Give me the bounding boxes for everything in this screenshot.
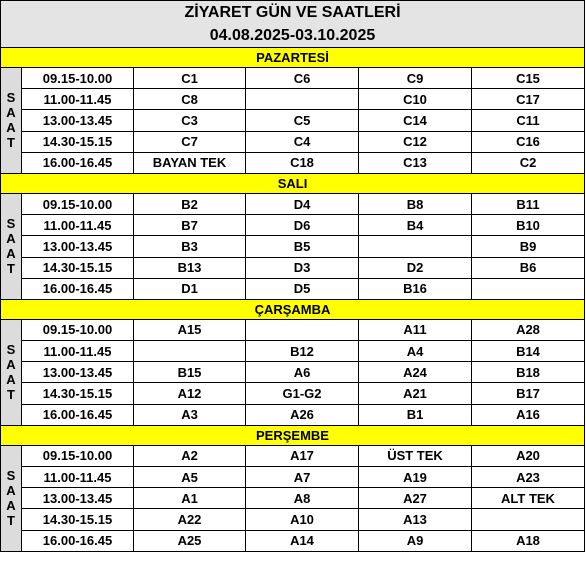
ward-cell-col-1: C7	[134, 131, 246, 152]
time-slot: 11.00-11.45	[22, 89, 134, 110]
saat-letter: A	[6, 246, 16, 262]
ward-cell-col-1: A2	[134, 445, 246, 466]
time-slot: 13.00-13.45	[22, 110, 134, 131]
saat-letter: A	[6, 372, 16, 388]
ward-cell-col-2: A10	[246, 509, 359, 530]
time-slot-row	[1, 110, 585, 131]
ward-cell-col-2: A7	[246, 467, 359, 488]
ward-cell-col-3: C10	[359, 89, 472, 110]
ward-cell-col-3: D2	[359, 257, 472, 278]
ward-cell-col-3: B4	[359, 215, 472, 236]
time-slot-row	[1, 215, 585, 236]
ward-cell-col-4: A28	[472, 319, 585, 340]
ward-cell-col-2: C6	[246, 68, 359, 89]
day-header-row	[1, 48, 585, 68]
time-slot: 09.15-10.00	[22, 445, 134, 466]
ward-cell-col-2: C18	[246, 152, 359, 173]
ward-cell-col-2	[246, 89, 359, 110]
ward-cell-col-4: A16	[472, 404, 585, 425]
time-slot-row	[1, 319, 585, 340]
ward-cell-col-4: A18	[472, 530, 585, 551]
time-slot-row	[1, 68, 585, 89]
time-slot: 16.00-16.45	[22, 152, 134, 173]
ward-cell-col-1: B3	[134, 236, 246, 257]
ward-cell-col-3: A21	[359, 383, 472, 404]
ward-cell-col-2: A26	[246, 404, 359, 425]
ward-cell-col-2: A14	[246, 530, 359, 551]
time-slot: 09.15-10.00	[22, 68, 134, 89]
ward-cell-col-1: A22	[134, 509, 246, 530]
time-slot-row	[1, 236, 585, 257]
ward-cell-col-3: A9	[359, 530, 472, 551]
time-slot: 13.00-13.45	[22, 236, 134, 257]
ward-cell-col-2: D6	[246, 215, 359, 236]
time-slot: 09.15-10.00	[22, 193, 134, 214]
schedule-title: ZİYARET GÜN VE SAATLERİ	[1, 1, 585, 25]
ward-cell-col-3: C12	[359, 131, 472, 152]
ward-cell-col-3: A4	[359, 341, 472, 362]
time-slot-row	[1, 278, 585, 299]
ward-cell-col-4: B18	[472, 362, 585, 383]
ward-cell-col-3	[359, 236, 472, 257]
saat-letter: S	[6, 90, 16, 106]
time-slot-row	[1, 89, 585, 110]
time-slot: 11.00-11.45	[22, 341, 134, 362]
ward-cell-col-2: D5	[246, 278, 359, 299]
time-slot-row	[1, 445, 585, 466]
ward-cell-col-2: A8	[246, 488, 359, 509]
ward-cell-col-4: C2	[472, 152, 585, 173]
time-slot: 14.30-15.15	[22, 383, 134, 404]
time-slot-row	[1, 530, 585, 551]
saat-letter: A	[6, 231, 16, 247]
ward-cell-col-1: C8	[134, 89, 246, 110]
ward-cell-col-3: B8	[359, 193, 472, 214]
ward-cell-col-4: A23	[472, 467, 585, 488]
ward-cell-col-1	[134, 341, 246, 362]
saat-letter: S	[6, 216, 16, 232]
time-slot: 14.30-15.15	[22, 509, 134, 530]
ward-cell-col-1: D1	[134, 278, 246, 299]
ward-cell-col-1: A1	[134, 488, 246, 509]
ward-cell-col-2: G1-G2	[246, 383, 359, 404]
date-range-row	[1, 24, 585, 48]
saat-side-label	[1, 319, 22, 425]
ward-cell-col-4	[472, 278, 585, 299]
time-slot: 11.00-11.45	[22, 215, 134, 236]
saat-letter: A	[6, 120, 16, 136]
ward-cell-col-4: B17	[472, 383, 585, 404]
ward-cell-col-2: D3	[246, 257, 359, 278]
ward-cell-col-3: C9	[359, 68, 472, 89]
ward-cell-col-1: A5	[134, 467, 246, 488]
time-slot-row	[1, 488, 585, 509]
saat-letter: T	[7, 261, 15, 277]
ward-cell-col-4: B14	[472, 341, 585, 362]
saat-side-label	[1, 445, 22, 551]
ward-cell-col-4: ALT TEK	[472, 488, 585, 509]
saat-letter: T	[7, 135, 15, 151]
time-slot: 16.00-16.45	[22, 404, 134, 425]
saat-side-label	[1, 193, 22, 299]
ward-cell-col-1: C3	[134, 110, 246, 131]
time-slot: 09.15-10.00	[22, 319, 134, 340]
day-name: SALI	[1, 173, 585, 193]
ward-cell-col-3: B16	[359, 278, 472, 299]
ward-cell-col-4: B11	[472, 193, 585, 214]
ward-cell-col-3: C14	[359, 110, 472, 131]
ward-cell-col-2: A6	[246, 362, 359, 383]
ward-cell-col-1: B13	[134, 257, 246, 278]
ward-cell-col-2: B12	[246, 341, 359, 362]
ward-cell-col-1: A25	[134, 530, 246, 551]
ward-cell-col-2: C5	[246, 110, 359, 131]
ward-cell-col-4: B9	[472, 236, 585, 257]
day-header-row	[1, 299, 585, 319]
ward-cell-col-4: C15	[472, 68, 585, 89]
saat-letter: T	[7, 387, 15, 403]
day-header-row	[1, 173, 585, 193]
time-slot-row	[1, 509, 585, 530]
ward-cell-col-3: A13	[359, 509, 472, 530]
ward-cell-col-2: C4	[246, 131, 359, 152]
time-slot-row	[1, 152, 585, 173]
day-name: PAZARTESİ	[1, 48, 585, 68]
schedule-body	[1, 1, 585, 552]
ward-cell-col-4: B6	[472, 257, 585, 278]
schedule-date-range: 04.08.2025-03.10.2025	[1, 24, 585, 48]
saat-letter: A	[6, 498, 16, 514]
time-slot: 13.00-13.45	[22, 362, 134, 383]
saat-letter: S	[6, 468, 16, 484]
day-name: PERŞEMBE	[1, 425, 585, 445]
ward-cell-col-1: B7	[134, 215, 246, 236]
ward-cell-col-3: ÜST TEK	[359, 445, 472, 466]
time-slot-row	[1, 383, 585, 404]
ward-cell-col-1: A3	[134, 404, 246, 425]
time-slot-row	[1, 193, 585, 214]
ward-cell-col-4: A20	[472, 445, 585, 466]
ward-cell-col-1: BAYAN TEK	[134, 152, 246, 173]
ward-cell-col-2	[246, 319, 359, 340]
time-slot-row	[1, 362, 585, 383]
ward-cell-col-1: C1	[134, 68, 246, 89]
time-slot-row	[1, 467, 585, 488]
saat-letter: A	[6, 483, 16, 499]
time-slot: 13.00-13.45	[22, 488, 134, 509]
time-slot: 11.00-11.45	[22, 467, 134, 488]
ward-cell-col-3: B1	[359, 404, 472, 425]
saat-letter: S	[6, 342, 16, 358]
ward-cell-col-1: A15	[134, 319, 246, 340]
time-slot: 14.30-15.15	[22, 257, 134, 278]
ward-cell-col-1: B15	[134, 362, 246, 383]
ward-cell-col-1: B2	[134, 193, 246, 214]
time-slot-row	[1, 404, 585, 425]
ward-cell-col-4	[472, 509, 585, 530]
saat-letter: A	[6, 357, 16, 373]
time-slot: 16.00-16.45	[22, 278, 134, 299]
ward-cell-col-4: C11	[472, 110, 585, 131]
title-row	[1, 1, 585, 25]
ward-cell-col-3: A27	[359, 488, 472, 509]
saat-side-label	[1, 68, 22, 174]
time-slot: 16.00-16.45	[22, 530, 134, 551]
ward-cell-col-3: A24	[359, 362, 472, 383]
ward-cell-col-1: A12	[134, 383, 246, 404]
ward-cell-col-2: B5	[246, 236, 359, 257]
time-slot-row	[1, 257, 585, 278]
ward-cell-col-4: B10	[472, 215, 585, 236]
time-slot: 14.30-15.15	[22, 131, 134, 152]
ward-cell-col-3: A19	[359, 467, 472, 488]
ward-cell-col-4: C16	[472, 131, 585, 152]
ward-cell-col-2: A17	[246, 445, 359, 466]
time-slot-row	[1, 341, 585, 362]
ward-cell-col-3: C13	[359, 152, 472, 173]
day-name: ÇARŞAMBA	[1, 299, 585, 319]
day-header-row	[1, 425, 585, 445]
ward-cell-col-2: D4	[246, 193, 359, 214]
saat-letter: A	[6, 105, 16, 121]
ward-cell-col-4: C17	[472, 89, 585, 110]
ward-cell-col-3: A11	[359, 319, 472, 340]
time-slot-row	[1, 131, 585, 152]
saat-letter: T	[7, 513, 15, 529]
